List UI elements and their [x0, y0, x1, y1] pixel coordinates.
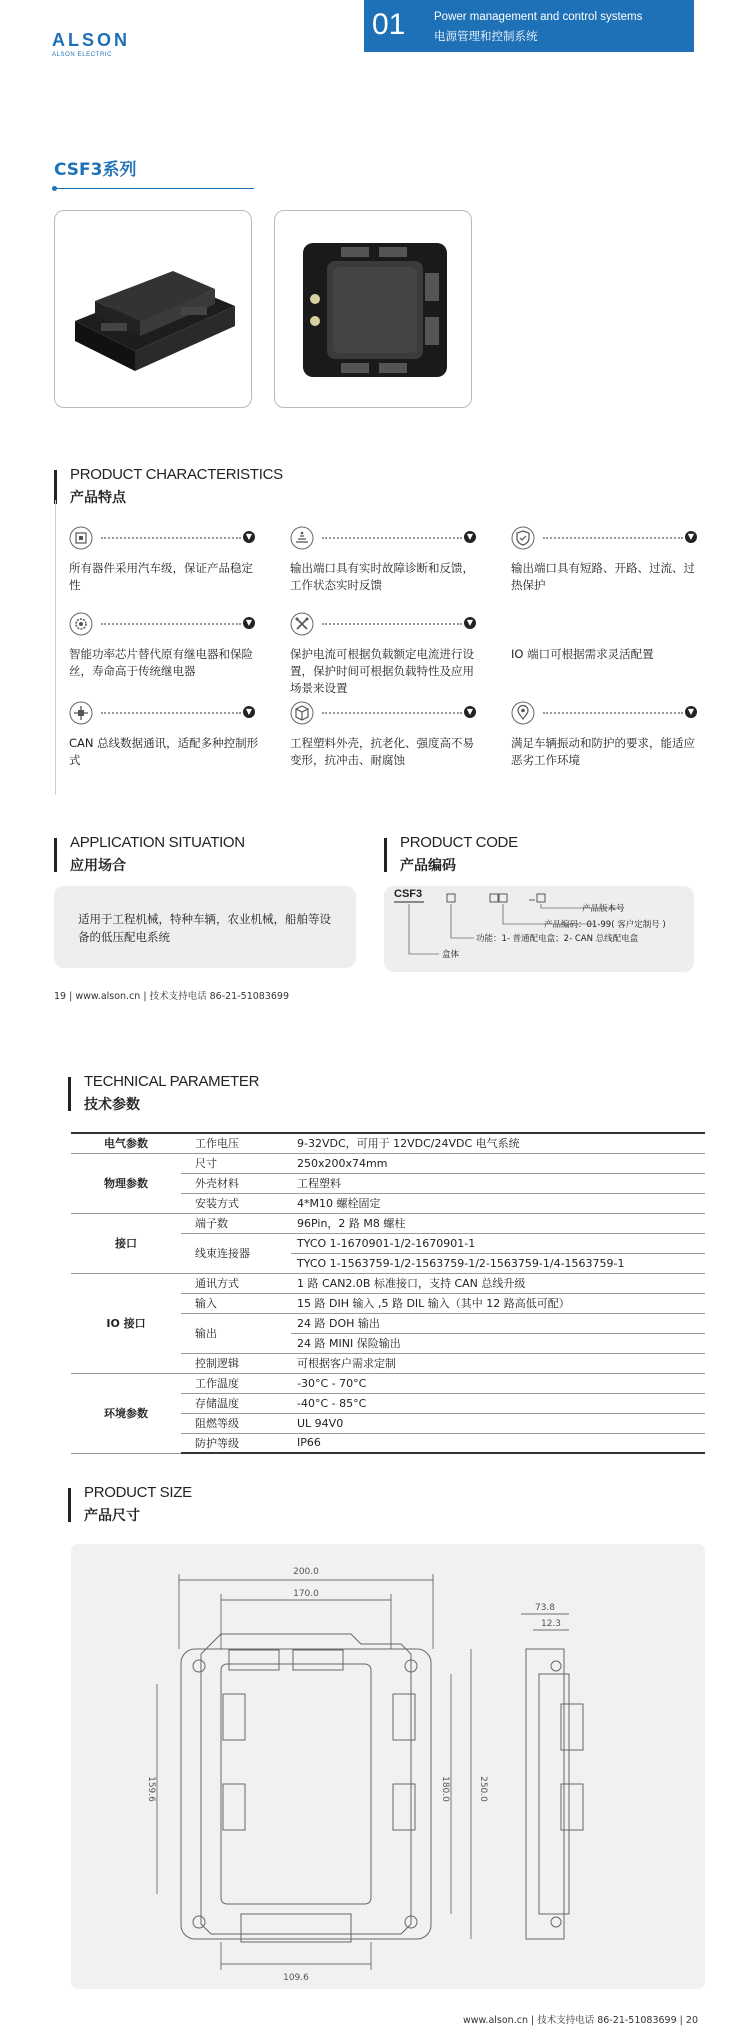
dim-top-inner: 170.0 — [293, 1589, 319, 1599]
table-row — [71, 1213, 705, 1233]
header-banner — [364, 0, 694, 52]
table-subcategory: 阻燃等级 — [181, 1413, 291, 1433]
table-subcategory: 工作电压 — [181, 1133, 291, 1153]
table-subcategory: 端子数 — [181, 1213, 291, 1233]
table-value: -30°C - 70°C — [291, 1373, 705, 1393]
page-number: 19 — [54, 991, 67, 1002]
technical-drawing — [71, 1544, 705, 1989]
table-row — [71, 1273, 705, 1293]
table-subcategory: 防护等级 — [181, 1433, 291, 1453]
dotted-line — [543, 712, 683, 714]
code-function-label: 功能：1- 普通配电盒；2- CAN 总线配电盒 — [476, 934, 639, 944]
tech-title-cn: 技术参数 — [84, 1097, 140, 1113]
table-subcategory: 线束连接器 — [181, 1233, 291, 1273]
series-dot — [52, 186, 57, 191]
dim-side-inner: 12.3 — [540, 1619, 562, 1629]
table-subcategory: 尺寸 — [181, 1153, 291, 1173]
chip-icon — [69, 526, 93, 550]
code-body-label: 盒体 — [442, 950, 460, 960]
support-phone: 技术支持电话 86-21-51083699 — [537, 2015, 677, 2026]
size-title-cn: 产品尺寸 — [84, 1508, 140, 1524]
table-category: IO 接口 — [71, 1273, 181, 1373]
table-value: IP66 — [291, 1433, 705, 1453]
logo-text: ALSON — [52, 30, 130, 50]
table-row — [71, 1373, 705, 1393]
table-category: 电气参数 — [71, 1133, 181, 1153]
dotted-line — [543, 537, 683, 539]
application-title-cn: 应用场合 — [70, 858, 126, 874]
dim-right-outer: 250.0 — [478, 1776, 488, 1802]
signal-icon — [290, 526, 314, 550]
characteristic-text: IO 端口可根据需求灵活配置 — [511, 647, 654, 661]
shield-icon — [511, 526, 535, 550]
table-value: 可根据客户需求定制 — [291, 1353, 705, 1373]
chevron-down-icon: ▼ — [243, 531, 255, 543]
brand-logo — [52, 30, 152, 58]
network-icon — [69, 701, 93, 725]
product-code-title-en: PRODUCT CODE — [400, 834, 518, 851]
table-subcategory: 工作温度 — [181, 1373, 291, 1393]
heading-bar — [68, 1488, 71, 1522]
dotted-line — [101, 537, 241, 539]
table-subcategory: 通讯方式 — [181, 1273, 291, 1293]
product-code-box — [384, 886, 694, 972]
table-value: TYCO 1-1563759-1/2-1563759-1/2-1563759-1/4-1563759-1 — [291, 1253, 705, 1273]
code-version-label: 产品版本号 — [582, 904, 625, 914]
footer-right: www.alson.cn | 技术支持电话 86-21-51083699 | 20 — [463, 2015, 698, 2026]
heading-bar — [54, 470, 57, 504]
table-value: 24 路 MINI 保险输出 — [291, 1333, 705, 1353]
characteristic-text: 输出端口具有短路、开路、过流、过热保护 — [511, 561, 695, 592]
characteristic-text: 输出端口具有实时故障诊断和反馈，工作状态实时反馈 — [290, 561, 474, 592]
chevron-down-icon: ▼ — [464, 531, 476, 543]
dim-side-top: 73.8 — [534, 1603, 556, 1613]
heading-bar — [54, 838, 57, 872]
series-underline — [54, 188, 254, 189]
header-title-en: Power management and control systems — [434, 11, 643, 23]
table-subcategory: 输出 — [181, 1313, 291, 1353]
table-value: 250x200x74mm — [291, 1153, 705, 1173]
table-value: 15 路 DIH 输入 ,5 路 DIL 输入（其中 12 路高低可配） — [291, 1293, 705, 1313]
series-title: CSF3系列 — [54, 160, 137, 180]
size-title-en: PRODUCT SIZE — [84, 1484, 192, 1501]
dotted-line — [322, 712, 462, 714]
table-category: 环境参数 — [71, 1373, 181, 1453]
table-value: UL 94V0 — [291, 1413, 705, 1433]
code-number-label: 产品编码：01-99( 客户定制号 ) — [544, 920, 666, 930]
product-photo-top — [274, 210, 472, 408]
table-category: 接口 — [71, 1213, 181, 1273]
table-subcategory: 控制逻辑 — [181, 1353, 291, 1373]
table-value: 9-32VDC，可用于 12VDC/24VDC 电气系统 — [291, 1133, 705, 1153]
dotted-line — [322, 623, 462, 625]
website-link[interactable]: www.alson.cn — [463, 2015, 528, 2026]
dim-top-outer: 200.0 — [293, 1567, 319, 1577]
characteristic-text: 工程塑料外壳，抗老化、强度高不易变形，抗冲击、耐腐蚀 — [290, 736, 474, 767]
application-box — [54, 886, 356, 968]
dotted-line — [322, 537, 462, 539]
table-value: -40°C - 85°C — [291, 1393, 705, 1413]
table-subcategory: 输入 — [181, 1293, 291, 1313]
dimension-drawing — [71, 1544, 705, 1989]
table-value: 4*M10 螺栓固定 — [291, 1193, 705, 1213]
product-photo-angled — [54, 210, 252, 408]
table-row — [71, 1133, 705, 1153]
page-number: 20 — [685, 2015, 698, 2026]
dotted-line — [101, 623, 241, 625]
logo-subtext: ALSON ELECTRIC — [52, 52, 113, 58]
characteristic-text: 智能功率芯片替代原有继电器和保险丝，寿命高于传统继电器 — [69, 647, 253, 678]
dim-bottom: 109.6 — [283, 1973, 309, 1983]
dim-right-inner: 180.0 — [440, 1776, 450, 1802]
location-icon — [511, 701, 535, 725]
chevron-down-icon: ▼ — [243, 706, 255, 718]
table-row — [71, 1153, 705, 1173]
gear-icon — [69, 612, 93, 636]
website-link[interactable]: www.alson.cn — [75, 991, 141, 1002]
chevron-down-icon: ▼ — [243, 617, 255, 629]
table-subcategory: 安装方式 — [181, 1193, 291, 1213]
dotted-line — [101, 712, 241, 714]
application-title-en: APPLICATION SITUATION — [70, 834, 245, 851]
characteristic-text: 保护电流可根据负载额定电流进行设置，保护时间可根据负载特性及应用场景来设置 — [290, 647, 474, 695]
table-subcategory: 外壳材料 — [181, 1173, 291, 1193]
table-value: 24 路 DOH 输出 — [291, 1313, 705, 1333]
heading-bar — [68, 1077, 71, 1111]
characteristics-title-en: PRODUCT CHARACTERISTICS — [70, 466, 283, 483]
support-phone: 技术支持电话 86-21-51083699 — [149, 991, 289, 1002]
chevron-down-icon: ▼ — [685, 706, 697, 718]
characteristics-title-cn: 产品特点 — [70, 490, 126, 506]
tools-icon — [290, 612, 314, 636]
chevron-down-icon: ▼ — [464, 706, 476, 718]
table-category: 物理参数 — [71, 1153, 181, 1213]
header-title-cn: 电源管理和控制系统 — [434, 29, 538, 43]
table-subcategory: 存储温度 — [181, 1393, 291, 1413]
section-number: 01 — [372, 8, 406, 41]
characteristic-text: 满足车辆振动和防护的要求，能适应恶劣工作环境 — [511, 736, 695, 767]
characteristic-text: 所有器件采用汽车级，保证产品稳定性 — [69, 561, 253, 592]
footer-left: 19 | www.alson.cn | 技术支持电话 86-21-51083699 — [54, 991, 289, 1002]
chevron-down-icon: ▼ — [464, 617, 476, 629]
tech-parameter-table — [71, 1132, 705, 1454]
chevron-down-icon: ▼ — [685, 531, 697, 543]
table-value: 96Pin，2 路 M8 螺柱 — [291, 1213, 705, 1233]
box-icon — [290, 701, 314, 725]
table-value: 1 路 CAN2.0B 标准接口，支持 CAN 总线升级 — [291, 1273, 705, 1293]
dim-left: 159.6 — [146, 1776, 156, 1802]
tech-title-en: TECHNICAL PARAMETER — [84, 1073, 260, 1090]
characteristic-text: CAN 总线数据通讯，适配多种控制形式 — [69, 736, 259, 767]
characteristics-divider — [55, 500, 56, 795]
table-value: 工程塑料 — [291, 1173, 705, 1193]
application-text: 适用于工程机械，特种车辆，农业机械，船舶等设备的低压配电系统 — [78, 912, 331, 944]
product-code-title-cn: 产品编码 — [400, 858, 456, 874]
table-value: TYCO 1-1670901-1/2-1670901-1 — [291, 1233, 705, 1253]
code-prefix: CSF3 — [394, 888, 423, 900]
heading-bar — [384, 838, 387, 872]
